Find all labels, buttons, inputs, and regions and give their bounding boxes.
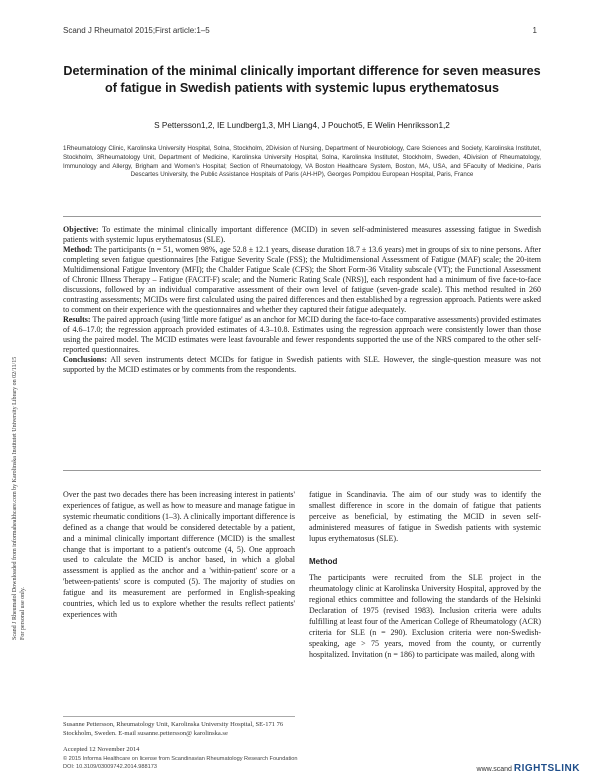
journal-url[interactable]: www.scand — [476, 766, 512, 773]
intro-paragraph: Over the past two decades there has been increasing interest in patients' experiences of fatigue, as well as how to measure and manage fatigue in systemic rheumatic conditions (1–3). A clinically important difference is defined as a change that would be considered detectable by a patient, and a minimal clinically important difference (MCID) is the smallest change that is important to a patient's outcome (4, 5). One approach used to calculate the MCID is anchor based, in which a global assessment is applied as the anchor and a 'within-patient' score or a 'between-patients' score is computed (5). The majority of studies on fatigue and its measurement are performed in English-speaking countries, which led us to explore whether the results reflect patients' experiences with — [63, 490, 296, 619]
footnote-separator — [63, 716, 295, 717]
objective-label: Objective: — [63, 225, 99, 234]
author-list: S Pettersson1,2, IE Lundberg1,3, MH Liang4, J Pouchot5, E Welin Henriksson1,2 — [154, 121, 450, 130]
doi-line: DOI: 10.3109/03009742.2014.988173 — [63, 764, 157, 770]
conclusions-text: All seven instruments detect MCIDs for fatigue in Swedish patients with SLE. However, the single-question measure was not supported by the MCID estimates or by comments from the respondents. — [63, 355, 541, 374]
body-left-column — [63, 490, 295, 621]
accepted-date: Accepted 12 November 2014 — [63, 746, 140, 753]
rightslink-wordmark[interactable]: RIGHTSLINK — [513, 763, 580, 774]
article-title: Determination of the minimal clinically important difference for seven measures of fatigue in Swedish patients with systemic lupus erythematosus — [63, 64, 541, 95]
correspondence-footnote — [63, 716, 295, 739]
abstract-conclusions — [63, 355, 541, 375]
copyright-line: © 2015 Informa Healthcare on license from Scandinavian Rheumatology Research Foundation — [63, 756, 298, 762]
journal-citation: Scand J Rheumatol 2015;First article:1–5 — [63, 26, 210, 35]
method-paragraph: The participants were recruited from the SLE project in the rheumatology clinic at Karolinska University Hospital, approved by the regional ethics committee and following the standards of the Helsinki Declaration of 1975 (revised 1983). Inclusion criteria were adults fulfilling at least four of the American College of Rheumatology (ACR) criteria for SLE (n = 290). Exclusion criteria were non-Swedish-speaking, age > 75 years, moved from the county, or currently hospitalized. Invitation (n = 186) to participate was mailed, along with — [309, 573, 541, 659]
body-right-column — [309, 490, 541, 661]
abstract-method — [63, 245, 541, 315]
objective-text: To estimate the minimal clinically important difference (MCID) in seven self-administered measures assessing fatigue in Swedish patients with systemic lupus erythematosus (SLE). — [63, 225, 541, 244]
abstract-bottom-rule — [63, 470, 541, 471]
rightslink-logo[interactable] — [477, 763, 580, 774]
running-header — [63, 26, 537, 35]
download-watermark — [2, 200, 26, 650]
page-footer — [63, 755, 298, 771]
correspondence-text: Susanne Pettersson, Rheumatology Unit, Karolinska University Hospital, SE-171 76 Stockholm, Sweden. E-mail susanne.pettersson@ karolinska.se — [63, 721, 284, 737]
method-text: The participants (n = 51, women 98%, age 52.8 ± 12.1 years, disease duration 18.7 ± 13.6 years) met in groups of six to nine persons. After completing seven fatigue questionnaires [the Fatigue Severity Scale (FSS); the Multidimensional Assessment of Fatigue (MAF) scale; the 20-item Multidimensional Fatigue Inventory (MFI); the Chalder Fatigue Scale (CFS); the Short Form-36 Vitality subscale (VT); the Functional Assessment of Chronic Illness Therapy – Fatigue (FACIT-F) scale; and the Numeric Rating Scale (NRS)], each respondent had a minimum of five face-to-face discussions, followed by an individual comparative assessment of their own level of fatigue (seven-grade scale). This method resulted in 260 contrasting assessments; MCIDs were first calculated using the paired differences and then established by a regression approach. Patients were asked to comment on their experience with the questionnaires and whether they captured their fatigue adequately. — [63, 245, 541, 314]
watermark-line-2: For personal use only. — [20, 587, 26, 640]
conclusions-label: Conclusions: — [63, 355, 108, 364]
aim-paragraph: fatigue in Scandinavia. The aim of our study was to identify the smallest difference in score in the domain of fatigue that patients perceive as beneficial, by estimating the MCID in seven self-administered measures of fatigue in Swedish patients with systemic lupus erythematosus (SLE). — [309, 490, 541, 543]
affiliations: 1Rheumatology Clinic, Karolinska University Hospital, Solna, Stockholm, 2Division of Nursing, Department of Neurobiology, Care Sciences and Society, Karolinska Institutet, Stockholm, 3Rheumatology Unit, Department of Medicine, Karolinska University Hospital, Solna, Karolinska Institutet, Stockholm, Sweden, 4Division of Rheumatology, Immunology and Allergy, Brigham and Women's Hospital; Section of Rheumatology, VA Boston Healthcare System, Boston, MA, USA, and 5Faculty of Medicine, Paris Descartes University, the Public Assistance Hospitals of Paris (AH-HP), Georges Pompidou European Hospital, Paris, France — [63, 145, 541, 179]
method-heading: Method — [309, 556, 338, 566]
results-label: Results: — [63, 315, 91, 324]
abstract-objective — [63, 225, 541, 245]
results-text: The paired approach (using 'little more fatigue' as an anchor for MCID during the face-to-face comparative assessments) provided estimates of 4.6–17.0; the regression approach provided estimates of 4.3–10.8. Estimates using the regression approach were consistently lower than those using the paired model. The MCID estimates were least favourable and fewer respondents supported the use of the NRS compared to the other self-reported questionnaires. — [63, 315, 541, 354]
watermark-line-1: Scand J Rheumatol Downloaded from informahealthcare.com by Karolinska Institutet University Library on 02/11/15 — [12, 356, 18, 640]
page-number: 1 — [532, 26, 537, 35]
abstract — [63, 225, 541, 375]
abstract-top-rule — [63, 216, 541, 217]
abstract-results — [63, 315, 541, 355]
method-label: Method: — [63, 245, 93, 254]
